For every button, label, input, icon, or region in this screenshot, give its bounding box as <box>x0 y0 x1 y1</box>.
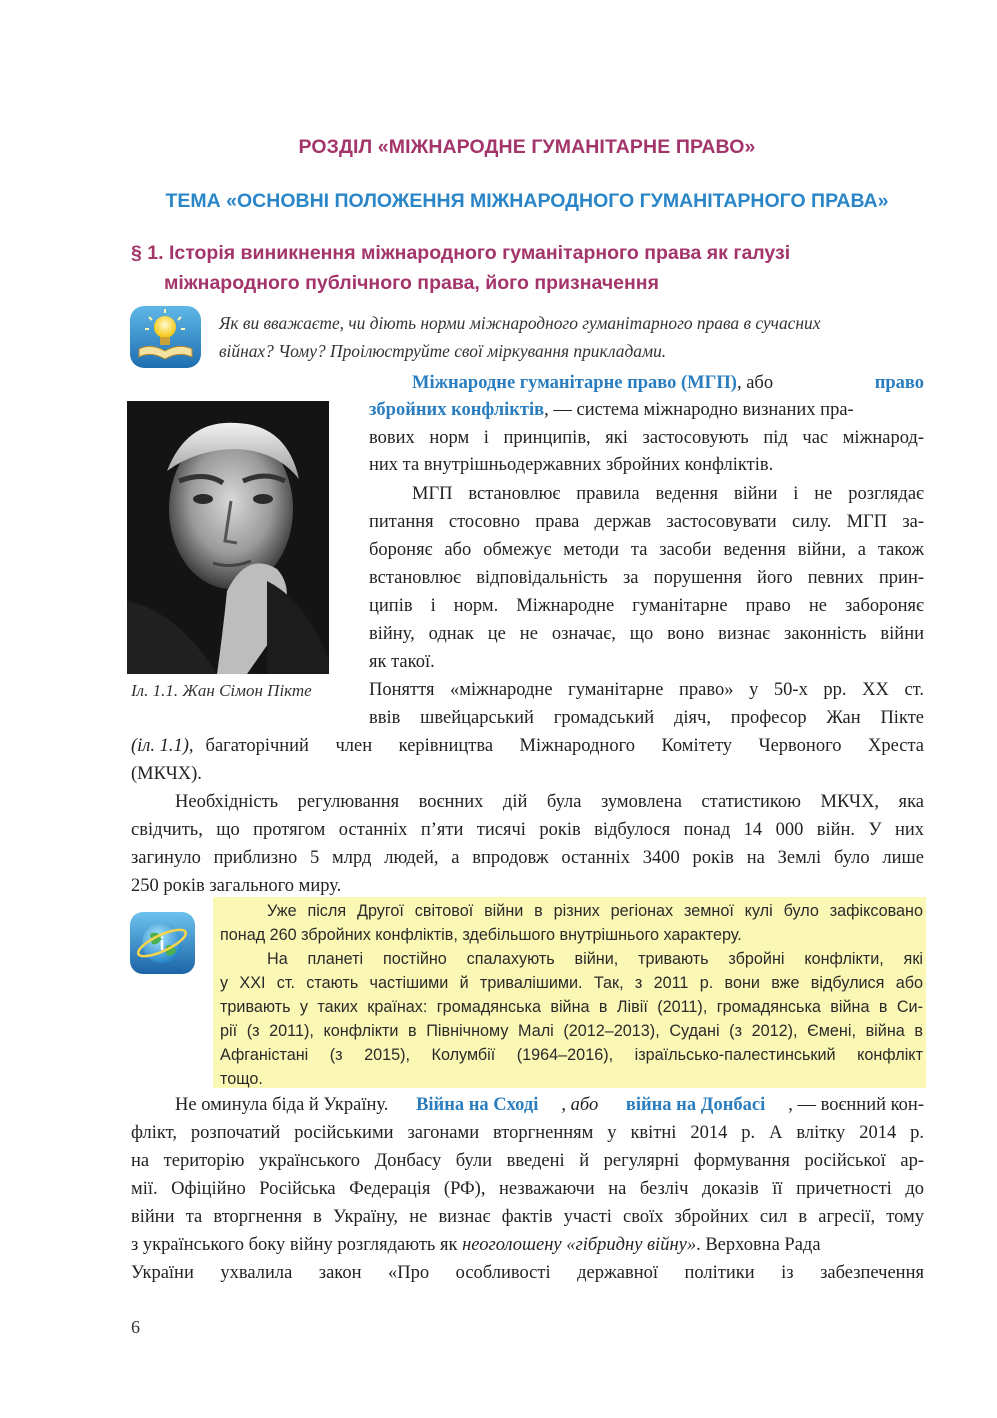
mgp-line: бороняє або обмежує методи та засоби ведення війни, а також <box>369 540 924 560</box>
question-text <box>219 309 939 365</box>
info-line: На планеті постійно спалахують війни, тривають збройні конфлікти, які <box>267 950 923 968</box>
info-line: Уже після Другої світової війни в різних регіонах земної кулі було зафіксовано <box>267 902 923 920</box>
ukraine-line6-end: . Верховна Рада <box>696 1235 821 1255</box>
pictet-line2: ввів швейцарський громадський діяч, професор Жан Пікте <box>369 708 924 728</box>
info-line: тривають у таких країнах: громадянська війна в Лівії (2011), громадянська війна в Си- <box>220 998 923 1016</box>
definition-sep: , або <box>736 373 778 393</box>
term-mgp: Міжнародне гуманітарне право (МГП) <box>412 373 737 393</box>
pictet-line1: Поняття «міжнародне гуманітарне право» у 50-х рр. XX ст. <box>369 680 924 700</box>
lightbulb-book-icon <box>127 305 204 369</box>
pictet-line3: багаторічний член керівництва Міжнародного Комітету Червоного Хреста <box>205 736 924 756</box>
ukraine-line: на територію українського Донбасу були введені й регулярні формування російської ар- <box>131 1151 924 1171</box>
info-box <box>213 897 926 1088</box>
term-pravo: право <box>874 373 924 393</box>
ukraine-end: , — воєнний кон- <box>788 1095 924 1115</box>
info-line: тощо. <box>220 1070 263 1088</box>
ukraine-line: війни та вторгнення в Україну, не визнає фактів участі своїх збройних сил в агресії, тому <box>131 1207 924 1227</box>
info-line: понад 260 збройних конфліктів, здебільшого внутрішнього характеру. <box>220 926 742 944</box>
mgp-line: ципів і норм. Міжнародне гуманітарне право не забороняє <box>369 596 924 616</box>
ukraine-line: флікт, розпочатий російськими загонами вторгненням у квітні 2014 р. А влітку 2014 р. <box>131 1123 924 1143</box>
definition-line4: них та внутрішньодержавних збройних конфліктів. <box>369 455 774 475</box>
ukraine-mid: , або <box>561 1095 603 1115</box>
hybrid-war-phrase: неоголошену «гібридну війну» <box>462 1235 697 1255</box>
mgp-line: питання стосовно права держав застосовувати силу. МГП за- <box>369 512 924 532</box>
topic-title: ТЕМА «ОСНОВНІ ПОЛОЖЕННЯ МІЖНАРОДНОГО ГУМАНІТАРНОГО ПРАВА» <box>165 190 889 212</box>
term-war-donbas: війна на Донбасі <box>625 1095 766 1115</box>
figure-reference: (іл. 1.1), <box>131 736 194 756</box>
pictet-line4: (МКЧХ). <box>131 764 202 784</box>
globe-info-icon <box>128 910 197 976</box>
necessity-line: свідчить, що протягом останніх п’яти тисячі років відбулося понад 14 000 війн. У них <box>131 820 924 840</box>
info-line: у XXI ст. стають частішими й тривалішими. Так, з 2011 р. вони вже відбулися або <box>220 974 923 992</box>
ukraine-line7: України ухвалила закон «Про особливості державної політики із забезпечення <box>131 1263 924 1283</box>
mgp-line: як такої. <box>369 652 435 672</box>
svg-text:i: i <box>159 934 165 954</box>
paragraph-title-line2: міжнародного публічного права, його призначення <box>164 272 659 294</box>
info-line: Афганістані (з 2015), Колумбії (1964–2016), ізраїльсько-палестинський конфлікт <box>220 1046 923 1064</box>
portrait-photo <box>127 401 329 674</box>
necessity-line: загинуло приблизно 5 млрд людей, а впродовж останніх 3400 років на Землі було лише <box>131 848 924 868</box>
page-number: 6 <box>131 1317 140 1337</box>
term-war-east: Війна на Сході <box>416 1095 539 1115</box>
ukraine-line: мії. Офіційно Російська Федерація (РФ), незважаючи на безліч доказів її причетності до <box>131 1179 924 1199</box>
definition-rest: , — система міжнародно визнаних пра- <box>544 400 854 420</box>
ukraine-start: Не оминула біда й Україну. <box>175 1095 394 1115</box>
definition-line3: вових норм і принципів, які застосовують під час міжнарод- <box>369 428 924 448</box>
mgp-line: МГП встановлює правила ведення війни і не розглядає <box>412 484 924 504</box>
necessity-line: Необхідність регулювання воєнних дій була зумовлена статистикою МКЧХ, яка <box>175 792 924 812</box>
necessity-line: 250 років загального миру. <box>131 876 342 896</box>
paragraph-title-line1: § 1. Історія виникнення міжнародного гуманітарного права як галузі <box>131 242 791 264</box>
term-armed-conflicts: збройних конфліктів <box>369 400 545 420</box>
section-title: РОЗДІЛ «МІЖНАРОДНЕ ГУМАНІТАРНЕ ПРАВО» <box>298 136 756 158</box>
question-line2: війнах? Чому? Проілюструйте свої міркування прикладами. <box>219 341 667 361</box>
info-line: рії (з 2011), конфлікти в Північному Малі (2012–2013), Судані (з 2012), Ємені, війна в <box>220 1022 923 1040</box>
mgp-line: встановлює відповідальність за порушення його певних прин- <box>369 568 924 588</box>
paragraph-title <box>131 238 931 298</box>
mgp-line: війну, однак це не означає, що воно визнає законність війни <box>369 624 924 644</box>
question-line1: Як ви вважаєте, чи діють норми міжнародного гуманітарного права в сучасних <box>219 313 821 333</box>
ukraine-line6-start: з українського боку війну розглядають як <box>131 1235 463 1255</box>
figure-caption: Іл. 1.1. Жан Сімон Пікте <box>131 681 312 700</box>
